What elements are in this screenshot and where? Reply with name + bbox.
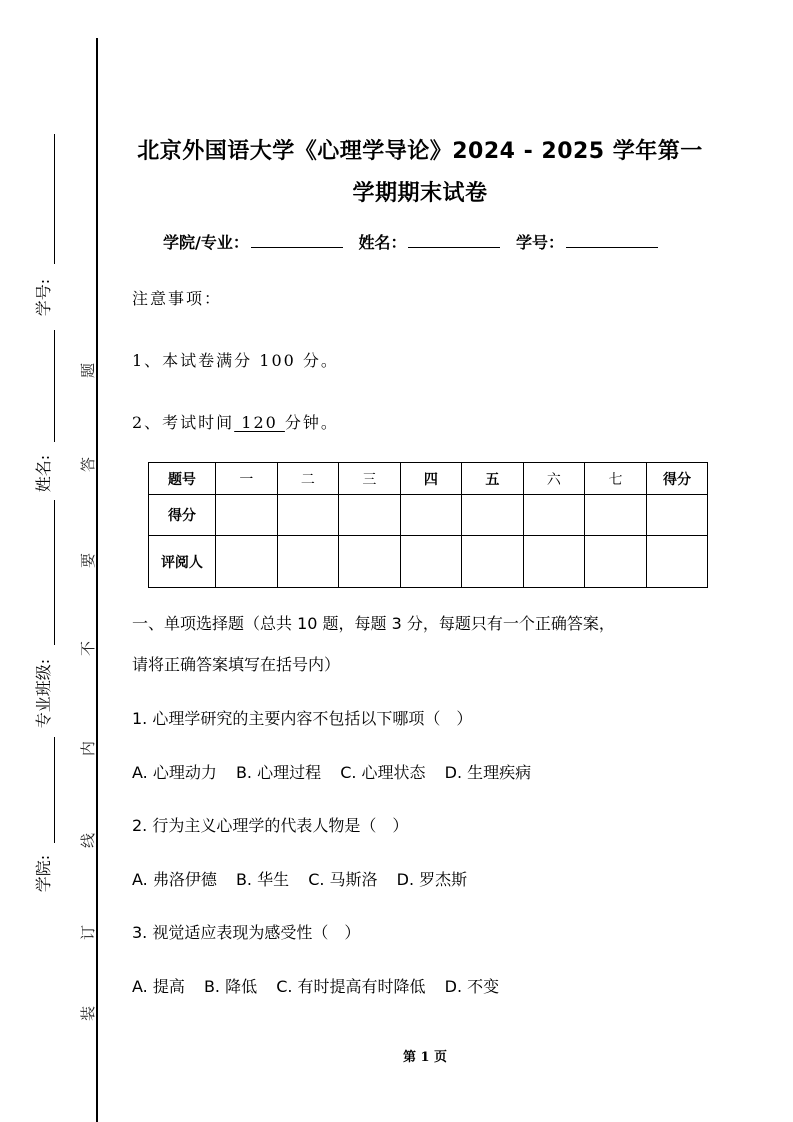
question-2-stem: 2. 行为主义心理学的代表人物是（ ） bbox=[132, 816, 409, 835]
notice-item-2-suffix: 分钟。 bbox=[284, 413, 339, 432]
header-cell: 得分 bbox=[646, 463, 707, 495]
exam-title-line1: 北京外国语大学《心理学导论》2024 - 2025 学年第一 bbox=[137, 139, 703, 164]
seal-word: 要 bbox=[79, 552, 98, 569]
student-id-label: 学号: bbox=[34, 278, 54, 317]
option-c[interactable]: C. 心理状态 bbox=[340, 763, 426, 782]
seal-word: 装 bbox=[79, 1005, 98, 1022]
seal-word: 不 bbox=[79, 640, 98, 657]
score-cell[interactable] bbox=[215, 495, 277, 536]
student-id-field-line bbox=[54, 330, 55, 442]
option-c[interactable]: C. 马斯洛 bbox=[308, 870, 378, 889]
grader-cell[interactable] bbox=[461, 536, 523, 588]
seal-word: 线 bbox=[79, 832, 98, 849]
header-cell: 二 bbox=[277, 463, 338, 495]
question-1-options bbox=[132, 760, 545, 783]
option-a[interactable]: A. 心理动力 bbox=[132, 763, 217, 782]
grader-cell[interactable] bbox=[277, 536, 338, 588]
notice-item-2-prefix: 2、考试时间 bbox=[132, 413, 235, 432]
score-cell[interactable] bbox=[584, 495, 646, 536]
student-id-blank[interactable] bbox=[566, 233, 658, 248]
option-b[interactable]: B. 心理过程 bbox=[235, 763, 322, 782]
grader-row bbox=[149, 536, 708, 588]
score-cell[interactable] bbox=[277, 495, 338, 536]
name-label: 姓名: bbox=[34, 454, 54, 493]
option-b[interactable]: B. 华生 bbox=[235, 870, 290, 889]
name-line bbox=[54, 500, 55, 645]
header-cell: 三 bbox=[338, 463, 400, 495]
score-cell[interactable] bbox=[461, 495, 523, 536]
grader-cell[interactable] bbox=[584, 536, 646, 588]
seal-word: 订 bbox=[79, 924, 98, 941]
question-1-stem: 1. 心理学研究的主要内容不包括以下哪项（ ） bbox=[132, 709, 473, 728]
header-cell: 六 bbox=[523, 463, 584, 495]
option-a[interactable]: A. 提高 bbox=[132, 977, 185, 996]
option-b[interactable]: B. 降低 bbox=[203, 977, 258, 996]
name-field-line bbox=[54, 134, 55, 264]
score-table-header-row bbox=[149, 463, 708, 495]
option-d[interactable]: D. 罗杰斯 bbox=[396, 870, 468, 889]
seal-word: 答 bbox=[79, 456, 98, 473]
page-number: 第 1 页 bbox=[402, 1050, 448, 1065]
question-2-options bbox=[132, 867, 481, 890]
class-label: 专业班级: bbox=[34, 658, 54, 729]
option-c[interactable]: C. 有时提高有时降低 bbox=[276, 977, 426, 996]
notice-item-2 bbox=[132, 410, 339, 433]
score-table bbox=[148, 462, 708, 588]
header-cell: 四 bbox=[400, 463, 461, 495]
college-major-blank[interactable] bbox=[251, 233, 343, 248]
score-row bbox=[149, 495, 708, 536]
college-major-label: 学院/专业： bbox=[163, 233, 249, 252]
notice-item-1: 1、本试卷满分 100 分。 bbox=[132, 351, 339, 370]
name-label-top: 姓名： bbox=[358, 233, 407, 252]
student-id-label-top: 学号： bbox=[516, 233, 565, 252]
grader-cell[interactable] bbox=[215, 536, 277, 588]
name-blank[interactable] bbox=[408, 233, 500, 248]
grader-cell[interactable] bbox=[523, 536, 584, 588]
seal-word: 题 bbox=[79, 362, 98, 379]
score-cell[interactable] bbox=[400, 495, 461, 536]
section-heading-line1: 一、单项选择题（总共 10 题，每题 3 分，每题只有一个正确答案， bbox=[132, 614, 615, 633]
notice-heading: 注意事项： bbox=[132, 289, 223, 308]
header-cell: 题号 bbox=[149, 463, 216, 495]
score-cell[interactable] bbox=[338, 495, 400, 536]
option-d[interactable]: D. 生理疾病 bbox=[444, 763, 532, 782]
student-info-row bbox=[163, 230, 668, 253]
college-label: 学院: bbox=[34, 854, 54, 893]
option-d[interactable]: D. 不变 bbox=[444, 977, 500, 996]
exam-title-line2: 学期期末试卷 bbox=[352, 181, 488, 206]
header-cell: 五 bbox=[461, 463, 523, 495]
option-a[interactable]: A. 弗洛伊德 bbox=[132, 870, 217, 889]
question-3-options bbox=[132, 974, 513, 997]
header-cell: 一 bbox=[215, 463, 277, 495]
grader-cell[interactable] bbox=[400, 536, 461, 588]
section-heading-line2: 请将正确答案填写在括号内） bbox=[132, 655, 341, 674]
score-cell[interactable] bbox=[523, 495, 584, 536]
grader-cell[interactable] bbox=[646, 536, 707, 588]
exam-duration-value: 120 bbox=[234, 413, 285, 432]
score-cell[interactable] bbox=[646, 495, 707, 536]
header-cell: 七 bbox=[584, 463, 646, 495]
row-label: 得分 bbox=[149, 495, 216, 536]
question-3-stem: 3. 视觉适应表现为感受性（ ） bbox=[132, 923, 361, 942]
binding-margin-line bbox=[96, 38, 98, 1122]
row-label: 评阅人 bbox=[149, 536, 216, 588]
grader-cell[interactable] bbox=[338, 536, 400, 588]
seal-word: 内 bbox=[79, 740, 98, 757]
class-field-line bbox=[54, 737, 55, 843]
